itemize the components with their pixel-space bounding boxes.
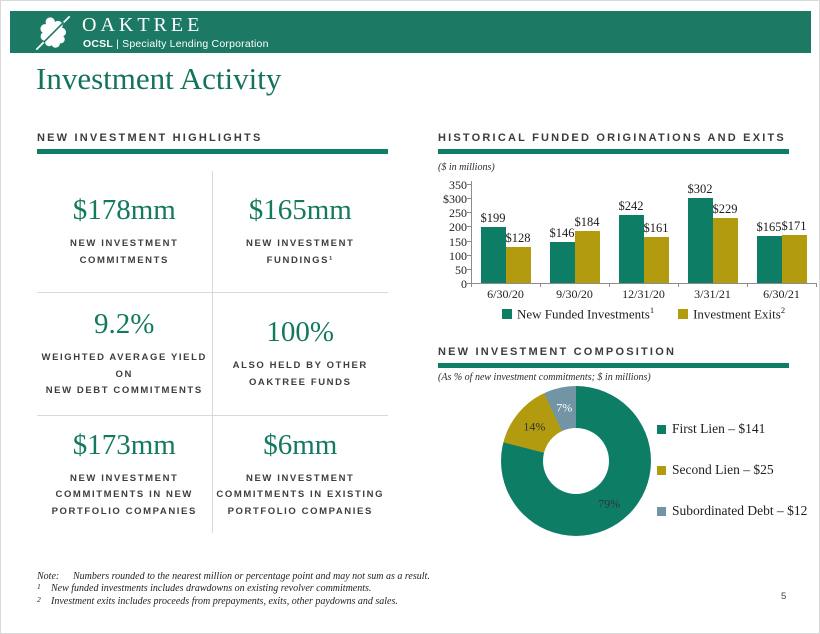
x-axis-tick	[678, 283, 679, 287]
x-axis-label: 12/31/20	[622, 287, 665, 301]
brand-header	[10, 11, 811, 53]
y-axis-label: 150	[449, 234, 467, 249]
x-axis-label: 6/30/20	[487, 287, 524, 301]
stat-label: NEW INVESTMENT COMMITMENTS IN EXISTING PORTFOLIO COMPANIES	[216, 472, 385, 517]
stat-value: $6mm	[263, 428, 338, 461]
legend-swatch	[657, 507, 666, 516]
footnote-marker: Note:	[37, 571, 60, 582]
stat-cell	[37, 416, 213, 533]
legend-label: First Lien – $141	[672, 421, 766, 436]
bar-value-label: $302	[687, 181, 713, 196]
y-axis-label: 0	[461, 277, 467, 291]
brand-ticker: OCSL	[83, 38, 113, 50]
y-axis-tick	[467, 241, 471, 242]
x-axis-label: 9/30/20	[556, 287, 593, 301]
stat-value: 9.2%	[94, 308, 155, 341]
bar-new-funded	[757, 236, 782, 283]
x-axis	[471, 283, 816, 284]
bar-exits	[644, 237, 669, 283]
stat-label: ALSO HELD BY OTHER OAKTREE FUNDS	[232, 360, 368, 388]
legend-label: Second Lien – $25	[672, 462, 774, 477]
donut-chart	[501, 386, 651, 536]
legend-swatch	[678, 309, 688, 319]
bar-exits	[506, 247, 531, 283]
section-underline	[438, 149, 789, 154]
bar-value-label: $184	[574, 214, 600, 229]
y-axis-tick	[467, 198, 471, 199]
x-axis-tick	[540, 283, 541, 287]
section-underline	[438, 363, 789, 368]
donut-hole	[543, 428, 609, 494]
y-axis-tick	[467, 226, 471, 227]
bar-exits	[782, 235, 807, 283]
legend-swatch	[657, 466, 666, 475]
x-axis-tick	[816, 283, 817, 287]
stat-label: NEW INVESTMENT COMMITMENTS	[70, 237, 179, 266]
page-title: Investment Activity	[36, 61, 282, 96]
y-axis-tick	[467, 184, 471, 185]
bar-chart-units-note: ($ in millions)	[438, 162, 495, 173]
pie-legend-item	[657, 503, 807, 519]
legend-label: Investment Exits$^2$	[693, 305, 786, 322]
brand-descriptor: | Specialty Lending Corporation	[116, 38, 269, 50]
stat-cell	[213, 171, 389, 293]
legend-swatch	[502, 309, 512, 319]
x-axis-tick	[471, 283, 472, 287]
x-axis-label: 3/31/21	[694, 287, 731, 301]
stat-label: NEW INVESTMENT FUNDINGS¹	[246, 237, 355, 266]
bar-chart	[437, 179, 819, 329]
donut-legend	[657, 421, 807, 519]
bar-value-label: $161	[643, 221, 669, 236]
pie-legend-item	[657, 462, 807, 478]
footnotes	[37, 571, 430, 608]
y-axis-tick	[467, 255, 471, 256]
pie-legend-item	[657, 421, 807, 437]
bar-value-label: $165	[756, 220, 782, 235]
footnote-text: Investment exits includes proceeds from prepayments, exits, other paydowns and sales.	[51, 595, 398, 607]
bar-value-label: $199	[480, 210, 506, 225]
legend-label: New Funded Investments$^1$	[516, 305, 655, 322]
donut-chart-units-note: (As % of new investment commitments; $ in millions)	[438, 372, 651, 383]
highlights-grid	[37, 171, 388, 533]
section-title: NEW INVESTMENT COMPOSITION	[438, 346, 677, 358]
bar-exits	[713, 218, 738, 283]
stat-cell	[37, 171, 213, 293]
section-bar-chart-header	[438, 132, 789, 154]
donut-slice-label: 14%	[523, 419, 546, 434]
bar-new-funded	[550, 242, 575, 283]
section-title: NEW INVESTMENT HIGHLIGHTS	[37, 132, 263, 144]
footnote-row	[37, 596, 430, 608]
page-number: 5	[781, 591, 787, 602]
stat-value: $165mm	[248, 193, 352, 226]
stat-label: WEIGHTED AVERAGE YIELD ON NEW DEBT COMMITMENTS	[41, 352, 207, 397]
bar-value-label: $146	[549, 225, 575, 240]
y-axis-label: 350	[449, 178, 467, 192]
bar-value-label: $242	[618, 198, 644, 213]
legend-label: Subordinated Debt – $12	[672, 503, 808, 518]
y-axis-label: $300	[443, 192, 467, 207]
legend-item	[678, 305, 785, 322]
y-axis-label: 200	[449, 220, 467, 235]
footnote-text: Numbers rounded to the nearest million or percentage point and may not sum as a result.	[73, 571, 430, 582]
bar-chart-legend	[471, 305, 816, 322]
footnote-marker: 2	[37, 594, 41, 604]
bar-value-label: $171	[781, 218, 807, 233]
footnote-text: New funded investments includes drawdowns on existing revolver commitments.	[51, 583, 372, 595]
stat-value: $173mm	[72, 428, 176, 461]
oak-leaf-icon	[33, 13, 73, 53]
y-axis-label: 250	[449, 206, 467, 221]
stat-value: $178mm	[72, 193, 176, 226]
brand-subtitle	[83, 38, 269, 50]
footnote-row	[37, 571, 430, 583]
footnote-marker: 1	[37, 582, 41, 592]
x-axis-label: 6/30/21	[763, 287, 800, 301]
bar-exits	[575, 231, 600, 283]
y-axis	[471, 181, 472, 283]
section-highlights-header	[37, 132, 388, 154]
stat-label: NEW INVESTMENT COMMITMENTS IN NEW PORTFOLIO COMPANIES	[51, 472, 197, 517]
section-title: HISTORICAL FUNDED ORIGINATIONS AND EXITS	[438, 132, 786, 144]
stat-cell	[213, 293, 389, 416]
stat-cell	[213, 416, 389, 533]
donut-slice-label: 79%	[598, 496, 621, 511]
y-axis-label: 50	[455, 262, 467, 277]
section-underline	[37, 149, 388, 154]
y-axis-label: 100	[449, 248, 467, 263]
stat-value: 100%	[266, 316, 335, 349]
x-axis-tick	[747, 283, 748, 287]
bar-value-label: $128	[505, 230, 531, 245]
legend-swatch	[657, 425, 666, 434]
stat-cell	[37, 293, 213, 416]
legend-item	[502, 305, 654, 322]
brand-name: OAKTREE	[82, 14, 204, 36]
donut-slice-label: 7%	[556, 400, 573, 415]
x-axis-tick	[609, 283, 610, 287]
bar-value-label: $229	[712, 202, 738, 217]
footnote-row	[37, 583, 430, 595]
section-donut-chart-header	[438, 346, 789, 368]
y-axis-tick	[467, 269, 471, 270]
